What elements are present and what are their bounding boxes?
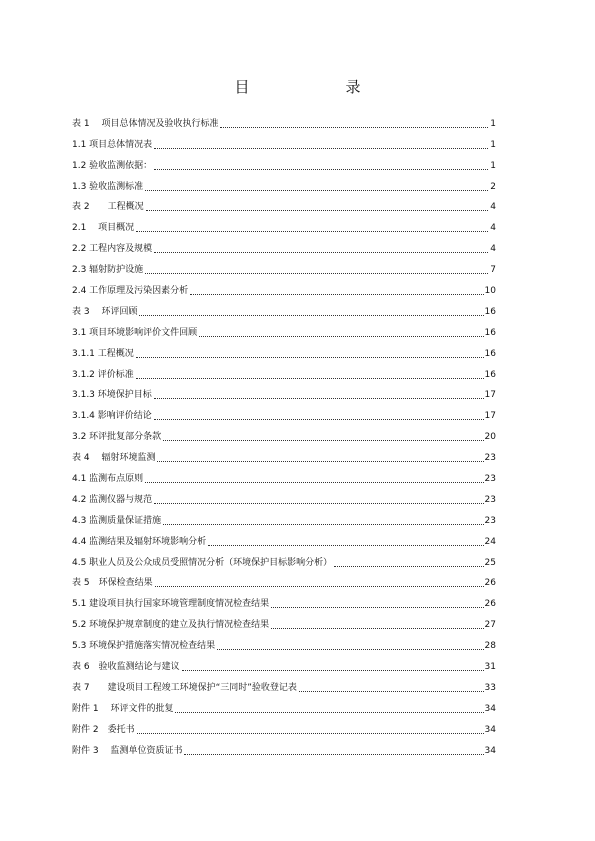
toc-entry-label: 2.3 辐射防护设施	[72, 265, 144, 276]
toc-entry[interactable]	[72, 464, 496, 485]
toc-entry[interactable]	[72, 631, 496, 652]
toc-entry[interactable]	[72, 234, 496, 255]
toc-dot-leader	[334, 566, 483, 567]
toc-entry-label: 附件 1 环评文件的批复	[72, 703, 174, 714]
toc-entry[interactable]	[72, 569, 496, 590]
toc-entry[interactable]	[72, 548, 496, 569]
toc-entry-label: 5.2 环境保护规章制度的建立及执行情况检查结果	[72, 620, 270, 631]
toc-entry-page-number: 24	[484, 536, 496, 547]
toc-list	[72, 109, 496, 757]
toc-dot-leader	[271, 628, 483, 629]
toc-dot-leader	[154, 148, 488, 149]
toc-entry-label: 附件 2 委托书	[72, 724, 135, 735]
toc-entry[interactable]	[72, 527, 496, 548]
toc-entry-page-number: 34	[484, 703, 496, 714]
toc-dot-leader	[163, 524, 483, 525]
toc-entry-page-number: 16	[484, 348, 496, 359]
toc-dot-leader	[154, 419, 484, 420]
toc-entry[interactable]	[72, 401, 496, 422]
toc-dot-leader	[157, 461, 483, 462]
toc-entry[interactable]	[72, 715, 496, 736]
toc-dot-leader	[145, 273, 488, 274]
toc-entry[interactable]	[72, 610, 496, 631]
toc-entry-page-number: 17	[484, 390, 496, 401]
toc-entry-label: 表 7 建设项目工程竣工环境保护“三同时”验收登记表	[72, 682, 297, 693]
toc-entry[interactable]	[72, 276, 496, 297]
toc-entry-page-number: 23	[484, 453, 496, 464]
toc-entry-page-number: 1	[490, 160, 496, 171]
toc-entry-page-number: 25	[484, 557, 496, 568]
toc-entry-page-number: 2	[490, 181, 496, 192]
toc-entry-label: 4.5 职业人员及公众成员受照情况分析（环境保护目标影响分析）	[72, 557, 333, 568]
toc-entry[interactable]	[72, 694, 496, 715]
toc-dot-leader	[154, 252, 488, 253]
toc-entry-page-number: 34	[484, 745, 496, 756]
toc-entry-page-number: 16	[484, 306, 496, 317]
toc-dot-leader	[155, 586, 484, 587]
toc-entry-label: 4.2 监测仪器与规范	[72, 494, 153, 505]
toc-entry-label: 表 5 环保检查结果	[72, 578, 153, 589]
toc-entry-label: 表 4 辐射环境监测	[72, 453, 156, 464]
toc-entry-page-number: 31	[484, 662, 496, 673]
toc-entry-label: 5.3 环境保护措施落实情况检查结果	[72, 641, 216, 652]
toc-entry-page-number: 1	[490, 118, 496, 129]
toc-entry-label: 表 2 工程概况	[72, 202, 144, 213]
toc-entry-page-number: 27	[484, 620, 496, 631]
toc-entry-page-number: 33	[484, 682, 496, 693]
toc-dot-leader	[154, 398, 484, 399]
toc-entry[interactable]	[72, 339, 496, 360]
toc-entry-page-number: 23	[484, 494, 496, 505]
toc-entry[interactable]	[72, 360, 496, 381]
toc-entry[interactable]	[72, 673, 496, 694]
toc-entry-label: 2.2 工程内容及规模	[72, 244, 153, 255]
toc-dot-leader	[217, 649, 483, 650]
toc-dot-leader	[299, 691, 484, 692]
toc-entry[interactable]	[72, 213, 496, 234]
toc-title: 目 录	[234, 78, 383, 96]
toc-entry-page-number: 28	[484, 641, 496, 652]
toc-entry-page-number: 4	[490, 223, 496, 234]
toc-entry[interactable]	[72, 109, 496, 130]
toc-entry[interactable]	[72, 318, 496, 339]
toc-entry[interactable]	[72, 255, 496, 276]
toc-entry-label: 1.1 项目总体情况表	[72, 139, 153, 150]
toc-dot-leader	[136, 378, 484, 379]
toc-entry[interactable]	[72, 652, 496, 673]
toc-dot-leader	[146, 210, 488, 211]
toc-dot-leader	[145, 482, 483, 483]
toc-dot-leader	[199, 336, 483, 337]
toc-entry-label: 表 1 项目总体情况及验收执行标准	[72, 118, 219, 129]
toc-entry-page-number: 4	[490, 244, 496, 255]
toc-entry-page-number: 4	[490, 202, 496, 213]
toc-entry-page-number: 26	[484, 578, 496, 589]
toc-entry[interactable]	[72, 736, 496, 757]
toc-dot-leader	[271, 607, 483, 608]
toc-entry-label: 2.4 工作原理及污染因素分析	[72, 286, 189, 297]
toc-entry-label: 4.1 监测布点原则	[72, 474, 144, 485]
toc-entry-page-number: 20	[484, 432, 496, 443]
toc-entry-label: 4.4 监测结果及辐射环境影响分析	[72, 536, 207, 547]
toc-entry-label: 表 3 环评回顾	[72, 306, 138, 317]
toc-dot-leader	[137, 733, 484, 734]
toc-entry-label: 附件 3 监测单位资质证书	[72, 745, 183, 756]
toc-entry-label: 4.3 监测质量保证措施	[72, 515, 162, 526]
toc-entry-label: 3.1.4 影响评价结论	[72, 411, 152, 422]
toc-entry[interactable]	[72, 589, 496, 610]
toc-entry[interactable]	[72, 443, 496, 464]
toc-entry-label: 3.1 项目环境影响评价文件回顾	[72, 327, 198, 338]
toc-entry[interactable]	[72, 381, 496, 402]
toc-entry-page-number: 26	[484, 599, 496, 610]
toc-entry-page-number: 7	[490, 265, 496, 276]
toc-entry-page-number: 34	[484, 724, 496, 735]
toc-entry[interactable]	[72, 172, 496, 193]
toc-dot-leader	[175, 712, 483, 713]
toc-dot-leader	[208, 545, 483, 546]
toc-entry-page-number: 1	[490, 139, 496, 150]
toc-entry[interactable]	[72, 506, 496, 527]
toc-dot-leader	[139, 315, 483, 316]
toc-entry-label: 2.1 项目概况	[72, 223, 135, 234]
toc-entry[interactable]	[72, 193, 496, 214]
toc-dot-leader	[163, 440, 483, 441]
toc-entry-label: 3.1.2 评价标准	[72, 369, 134, 380]
toc-dot-leader	[220, 127, 488, 128]
toc-entry-label: 3.1.3 环境保护目标	[72, 390, 152, 401]
toc-entry[interactable]	[72, 297, 496, 318]
toc-entry-page-number: 23	[484, 474, 496, 485]
toc-dot-leader	[145, 190, 488, 191]
toc-dot-leader	[136, 231, 488, 232]
toc-dot-leader	[190, 294, 483, 295]
toc-dot-leader	[154, 169, 488, 170]
toc-dot-leader	[182, 670, 484, 671]
toc-entry[interactable]	[72, 422, 496, 443]
toc-dot-leader	[154, 503, 483, 504]
toc-entry-label: 3.1.1 工程概况	[72, 348, 134, 359]
toc-entry-page-number: 17	[484, 411, 496, 422]
toc-entry-label: 5.1 建设项目执行国家环境管理制度情况检查结果	[72, 599, 270, 610]
toc-entry-page-number: 23	[484, 515, 496, 526]
toc-dot-leader	[136, 357, 484, 358]
toc-entry-label: 1.3 验收监测标准	[72, 181, 144, 192]
toc-entry[interactable]	[72, 151, 496, 172]
toc-entry-page-number: 16	[484, 327, 496, 338]
toc-entry-label: 表 6 验收监测结论与建议	[72, 662, 180, 673]
toc-entry[interactable]	[72, 130, 496, 151]
toc-entry-page-number: 16	[484, 369, 496, 380]
toc-entry-label: 1.2 验收监测依据：	[72, 160, 153, 171]
toc-dot-leader	[184, 754, 483, 755]
toc-entry-label: 3.2 环评批复部分条款	[72, 432, 162, 443]
toc-entry[interactable]	[72, 485, 496, 506]
toc-entry-page-number: 10	[484, 286, 496, 297]
